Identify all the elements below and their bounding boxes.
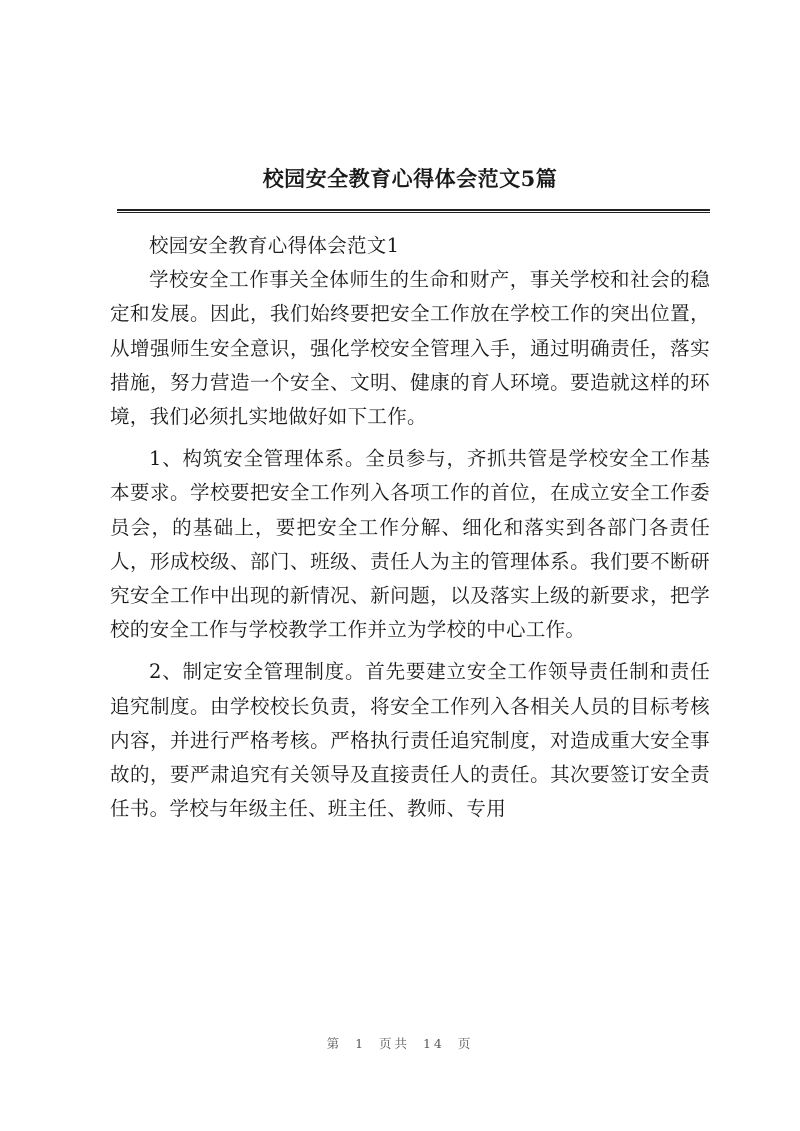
section-heading: 校园安全教育心得体会范文1 [149,234,400,257]
body-paragraph: 2、制定安全管理制度。首先要建立安全工作领导责任制和责任追究制度。由学校校长负责，将安全工作列入各相关人员的目标考核内容，并进行严格考核。严格执行责任追究制度，对造成重大安全事故的，要严肃追究有关领导及直接责任人的责任。其次要签订安全责任书。学校与年级主任、班主任、教师、专用 [110,660,710,821]
title-divider [117,209,710,213]
page-number-footer: 第 1 页共 14 页 [326,1036,474,1051]
body-paragraph: 学校安全工作事关全体师生的生命和财产，事关学校和社会的稳定和发展。因此，我们始终要把安全工作放在学校工作的突出位置，从增强师生安全意识，强化学校安全管理入手，通过明确责任，落实措施，努力营造一个安全、文明、健康的育人环境。要造就这样的环境，我们必须扎实地做好如下工作。 [110,268,710,429]
document-title: 校园安全教育心得体会范文5篇 [262,166,558,191]
body-paragraph: 1、构筑安全管理体系。全员参与，齐抓共管是学校安全工作基本要求。学校要把安全工作列入各项工作的首位，在成立安全工作委员会，的基础上，要把安全工作分解、细化和落实到各部门各责任人，形成校级、部门、班级、责任人为主的管理体系。我们要不断研究安全工作中出现的新情况、新问题，以及落实上级的新要求，把学校的安全工作与学校教学工作并立为学校的中心工作。 [110,447,710,642]
document-body [110,229,710,826]
